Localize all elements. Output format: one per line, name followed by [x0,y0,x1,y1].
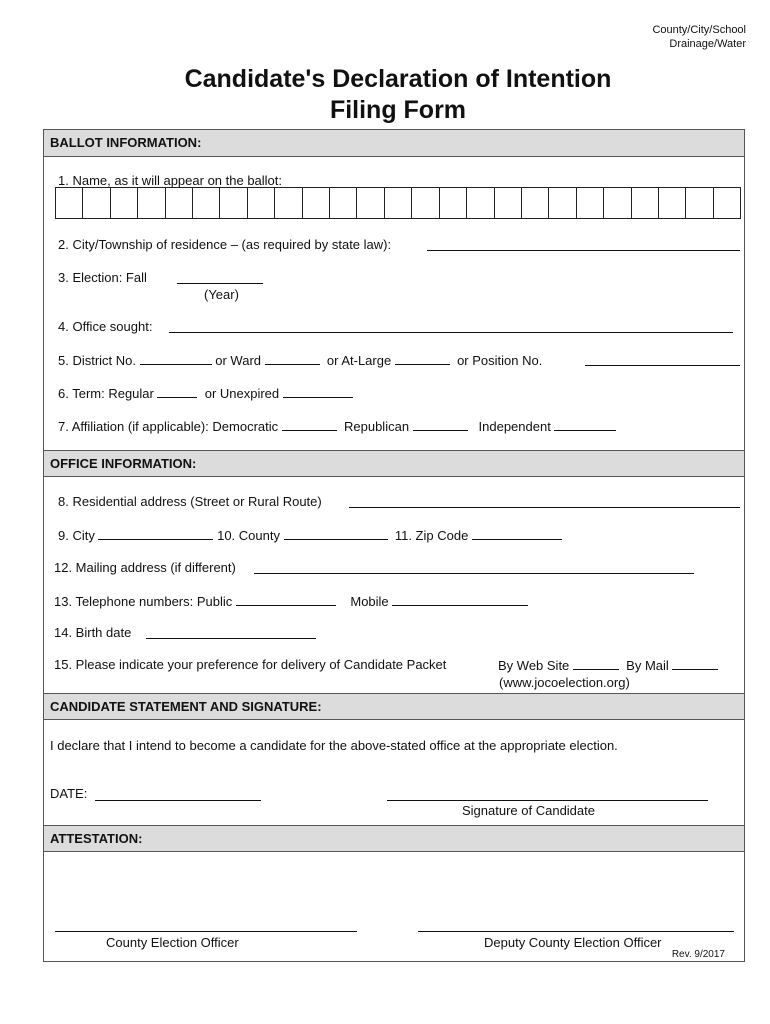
date-label: DATE: [50,786,88,801]
q10-county-label: 10. County [217,528,280,543]
q5-position-label: or Position No. [457,353,543,368]
q13-mobile-label: Mobile [350,594,389,609]
q6-regular-label: 6. Term: Regular [58,386,154,401]
q7-independent-label: Independent [478,419,551,434]
county-officer-signature-field[interactable] [55,931,357,932]
q1-label: 1. Name, as it will appear on the ballot: [58,173,283,188]
q2-label: 2. City/Township of residence – (as required by state law): [58,237,392,252]
independent-field[interactable] [554,418,616,431]
q8-label: 8. Residential address (Street or Rural Route) [58,494,322,509]
city-field[interactable] [98,527,213,540]
q9-city-label: 9. City [58,528,95,543]
q6-row [58,385,353,402]
q9-11-row [58,527,562,544]
q15-mail-label: By Mail [626,658,669,673]
zip-code-field[interactable] [472,527,562,540]
mailing-address-field[interactable] [254,573,694,574]
position-no-field[interactable] [585,365,740,366]
county-field[interactable] [284,527,388,540]
birth-date-field[interactable] [146,638,316,639]
section-header-ballot: BALLOT INFORMATION: [44,130,744,157]
q3-label: 3. Election: Fall [58,270,147,285]
declaration-text: I declare that I intend to become a candidate for the above-stated office at the appropriate election. [50,738,618,753]
form-category [652,23,746,51]
section-header-statement: CANDIDATE STATEMENT AND SIGNATURE: [44,693,744,720]
ballot-name-input-grid[interactable] [55,187,741,219]
q7-republican-label: Republican [344,419,410,434]
q7-row [58,418,616,435]
candidate-signature-field[interactable] [387,800,708,801]
page-title-line1: Candidate's Declaration of Intention [184,65,612,93]
q4-label: 4. Office sought: [58,319,153,334]
q5-district-label: 5. District No. [58,353,137,368]
q3-year-caption: (Year) [204,287,239,302]
page-title [0,64,770,126]
residence-field[interactable] [427,250,740,251]
q7-democratic-label: 7. Affiliation (if applicable): Democratic [58,419,279,434]
term-regular-field[interactable] [157,385,197,398]
q15-website: (www.jocoelection.org) [499,675,630,690]
residential-address-field[interactable] [349,507,740,508]
page-title-line2: Filing Form [329,96,467,124]
signature-caption: Signature of Candidate [462,803,595,818]
q6-unexpired-label: or Unexpired [204,386,280,401]
form-category-line2: Drainage/Water [669,38,746,50]
q5-row [58,352,542,369]
ward-field[interactable] [265,352,320,365]
election-year-field[interactable] [177,283,263,284]
deputy-officer-caption: Deputy County Election Officer [484,935,662,950]
republican-field[interactable] [413,418,468,431]
mail-field[interactable] [672,657,718,670]
q11-zip-label: 11. Zip Code [394,528,469,543]
democratic-field[interactable] [282,418,337,431]
form-category-line1: County/City/School [652,24,746,36]
public-phone-field[interactable] [236,593,336,606]
q13-row [54,593,528,610]
q5-atlarge-label: or At-Large [326,353,392,368]
q5-ward-label: or Ward [215,353,262,368]
q15-label: 15. Please indicate your preference for delivery of Candidate Packet [54,657,447,672]
q15-web-label: By Web Site [498,658,570,673]
web-site-field[interactable] [573,657,619,670]
q15-options [498,657,718,674]
term-unexpired-field[interactable] [283,385,353,398]
q12-label: 12. Mailing address (if different) [54,560,236,575]
county-officer-caption: County Election Officer [106,935,239,950]
district-field[interactable] [140,352,212,365]
deputy-officer-signature-field[interactable] [418,931,734,932]
filing-form [43,129,745,962]
office-sought-field[interactable] [169,332,733,333]
mobile-phone-field[interactable] [392,593,528,606]
revision-label: Rev. 9/2017 [671,949,725,960]
q13-public-label: 13. Telephone numbers: Public [54,594,233,609]
section-header-office: OFFICE INFORMATION: [44,450,744,477]
q14-label: 14. Birth date [54,625,132,640]
at-large-field[interactable] [395,352,450,365]
section-header-attestation: ATTESTATION: [44,825,744,852]
date-field[interactable] [95,800,261,801]
